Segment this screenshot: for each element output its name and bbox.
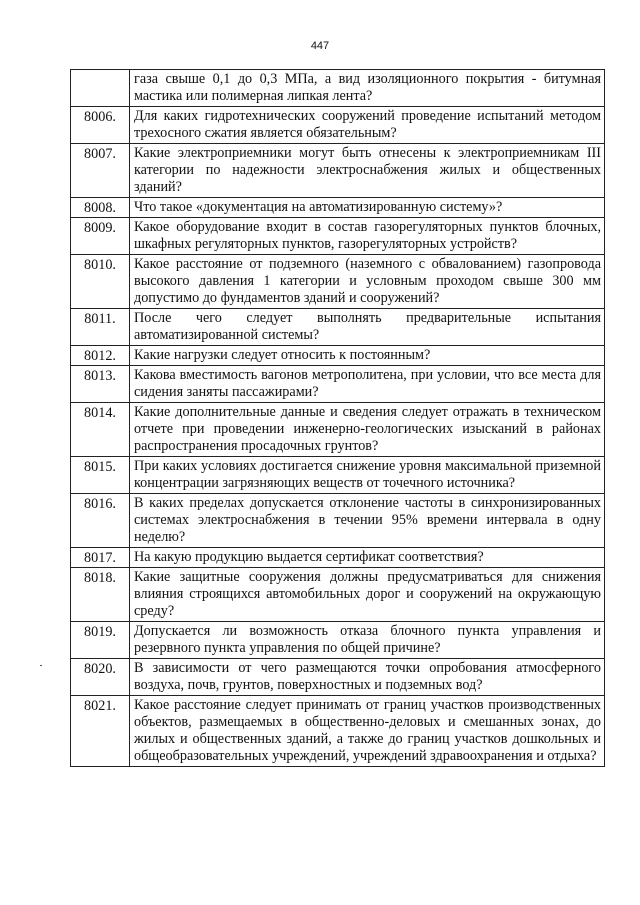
question-number: 8011.: [71, 309, 130, 346]
table-row: [71, 218, 605, 255]
question-text: В каких пределах допускается отклонение частоты в синхронизированных системах электроснабжения в течении 95% времени интервала в одну неделю?: [130, 494, 605, 548]
table-row: [71, 548, 605, 568]
question-number: 8018.: [71, 568, 130, 622]
question-text: Допускается ли возможность отказа блочного пункта управления и резервного пункта управления по общей причине?: [130, 622, 605, 659]
question-number: 8010.: [71, 255, 130, 309]
table-row: [71, 659, 605, 696]
question-text: Какие защитные сооружения должны предусматриваться для снижения влияния строящихся автомобильных дорог и сооружений на окружающую среду?: [130, 568, 605, 622]
question-number: 8017.: [71, 548, 130, 568]
question-text: Что такое «документация на автоматизированную систему»?: [130, 198, 605, 218]
table-row: [71, 366, 605, 403]
table-row: [71, 494, 605, 548]
question-number: 8009.: [71, 218, 130, 255]
question-number: 8012.: [71, 346, 130, 366]
table-row: [71, 107, 605, 144]
table-row: [71, 568, 605, 622]
question-number: 8008.: [71, 198, 130, 218]
question-number: 8015.: [71, 457, 130, 494]
question-text: Какое расстояние следует принимать от границ участков производственных объектов, размещаемых в общественно-деловых и смешанных зонах, до жилых и общественных зданий, а также до границ участков дошкольных и общеобразовательных учреждений, учреждений здравоохранения и отдыха?: [130, 696, 605, 767]
question-text: Какое оборудование входит в состав газорегуляторных пунктов блочных, шкафных регуляторных пунктов, газорегуляторных устройств?: [130, 218, 605, 255]
table-row: [71, 346, 605, 366]
table-row: [71, 70, 605, 107]
question-number: 8013.: [71, 366, 130, 403]
question-number: 8020.: [71, 659, 130, 696]
margin-mark: [40, 665, 42, 666]
question-number: 8006.: [71, 107, 130, 144]
table-row: [71, 309, 605, 346]
question-text: Для каких гидротехнических сооружений проведение испытаний методом трехосного сжатия является обязательным?: [130, 107, 605, 144]
question-text: Какие нагрузки следует относить к постоянным?: [130, 346, 605, 366]
table-row: [71, 622, 605, 659]
questions-table: [70, 69, 605, 767]
question-number: 8014.: [71, 403, 130, 457]
question-number: 8021.: [71, 696, 130, 767]
table-row: [71, 144, 605, 198]
table-row: [71, 403, 605, 457]
page-number: 447: [310, 40, 330, 52]
table-row: [71, 198, 605, 218]
question-text: Какое расстояние от подземного (наземного с обвалованием) газопровода высокого давления 1 категории и условным проходом свыше 300 мм допустимо до фундаментов зданий и сооружений?: [130, 255, 605, 309]
table-row: [71, 696, 605, 767]
table-row: [71, 255, 605, 309]
question-number: 8016.: [71, 494, 130, 548]
question-number: [71, 70, 130, 107]
question-text: После чего следует выполнять предварительные испытания автоматизированной системы?: [130, 309, 605, 346]
table-row: [71, 457, 605, 494]
question-text: На какую продукцию выдается сертификат соответствия?: [130, 548, 605, 568]
question-text: При каких условиях достигается снижение уровня максимальной приземной концентрации загрязняющих веществ от точечного источника?: [130, 457, 605, 494]
question-number: 8007.: [71, 144, 130, 198]
question-text: Какие дополнительные данные и сведения следует отражать в техническом отчете при проведении инженерно-геологических изысканий в районах распространения просадочных грунтов?: [130, 403, 605, 457]
questions-table-body: [71, 70, 605, 767]
question-number: 8019.: [71, 622, 130, 659]
question-text: Какова вместимость вагонов метрополитена, при условии, что все места для сидения заняты пассажирами?: [130, 366, 605, 403]
question-text: Какие электроприемники могут быть отнесены к электроприемникам III категории по надежности электроснабжения жилых и общественных зданий?: [130, 144, 605, 198]
question-text: В зависимости от чего размещаются точки опробования атмосферного воздуха, почв, грунтов, поверхностных и подземных вод?: [130, 659, 605, 696]
question-text: газа свыше 0,1 до 0,3 МПа, а вид изоляционного покрытия - битумная мастика или полимерная липкая лента?: [130, 70, 605, 107]
